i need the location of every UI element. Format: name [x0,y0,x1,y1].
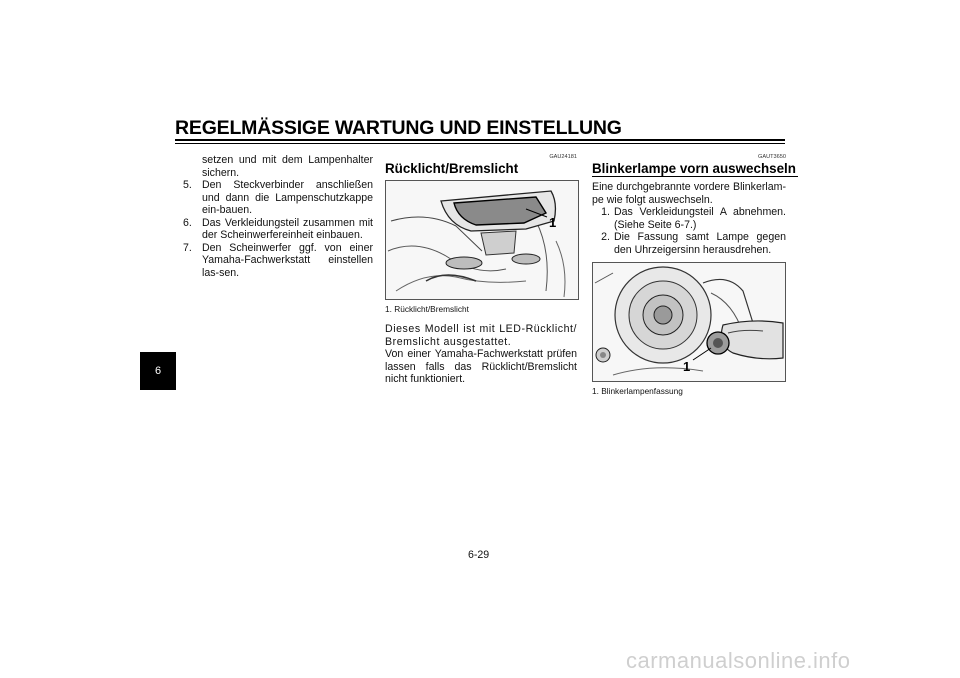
section-heading: Rücklicht/Bremslicht [385,161,519,176]
step-text: Die Fassung samt Lampe gegen den Uhrzeigersinn herausdrehen. [614,231,786,256]
tail-light-photo [385,180,579,300]
page-number: 6-29 [468,549,490,561]
list-item [592,206,786,231]
section-heading: Blinkerlampe vorn auswechseln [592,161,796,176]
step-text: Das Verkleidungsteil A abnehmen. (Siehe Seite 6-7.) [614,206,786,231]
step-number: 1. [601,206,610,218]
section-code: GAUT3650 [758,154,786,160]
page-title: REGELMÄSSIGE WARTUNG UND EINSTELLUNG [175,117,622,139]
chapter-tab[interactable]: 6 [140,352,176,390]
step-text: Den Steckverbinder anschließen und dann die Lampenschutzkappe ein-bauen. [202,179,373,216]
step-number: 6. [183,216,192,229]
section-code: GAU24181 [549,154,577,160]
step-text: Den Scheinwerfer ggf. von einer Yamaha-Fachwerkstatt einstellen las-sen. [202,241,373,279]
list-item [183,217,373,242]
title-rule [175,139,785,141]
figure-caption: 1. Rücklicht/Bremslicht [385,304,469,314]
paragraph: Von einer Yamaha-Fachwerkstatt prüfen lassen falls das Rücklicht/Bremslicht nicht funktioniert. [385,348,577,385]
figure-callout: 1 [683,359,691,374]
figure-caption: 1. Blinkerlampenfassung [592,386,683,396]
step-number: 7. [183,241,192,254]
right-column [592,154,796,405]
continuation-text: setzen und mit dem Lampenhalter sichern. [202,154,373,179]
intro-text: Eine durchgebrannte vordere Blinkerlam-pe wie folgt auswechseln. [592,181,786,206]
title-rule-thin [175,143,785,144]
list-item [183,179,373,217]
figure-callout: 1 [549,215,557,230]
list-item [183,242,373,280]
steps-list [183,179,373,279]
paragraph: Dieses Modell ist mit LED-Rücklicht/ Bremslicht ausgestattet. [385,323,577,348]
step-number: 2. [601,231,610,243]
watermark: carmanualsonline.info [626,648,851,673]
step-number: 5. [183,179,192,191]
left-column [183,154,373,279]
steps-list [592,206,786,256]
turn-signal-photo [592,262,786,382]
step-text: Das Verkleidungsteil zusammen mit der Scheinwerfereinheit einbauen. [202,216,373,241]
middle-column [385,154,577,386]
list-item [592,231,786,256]
